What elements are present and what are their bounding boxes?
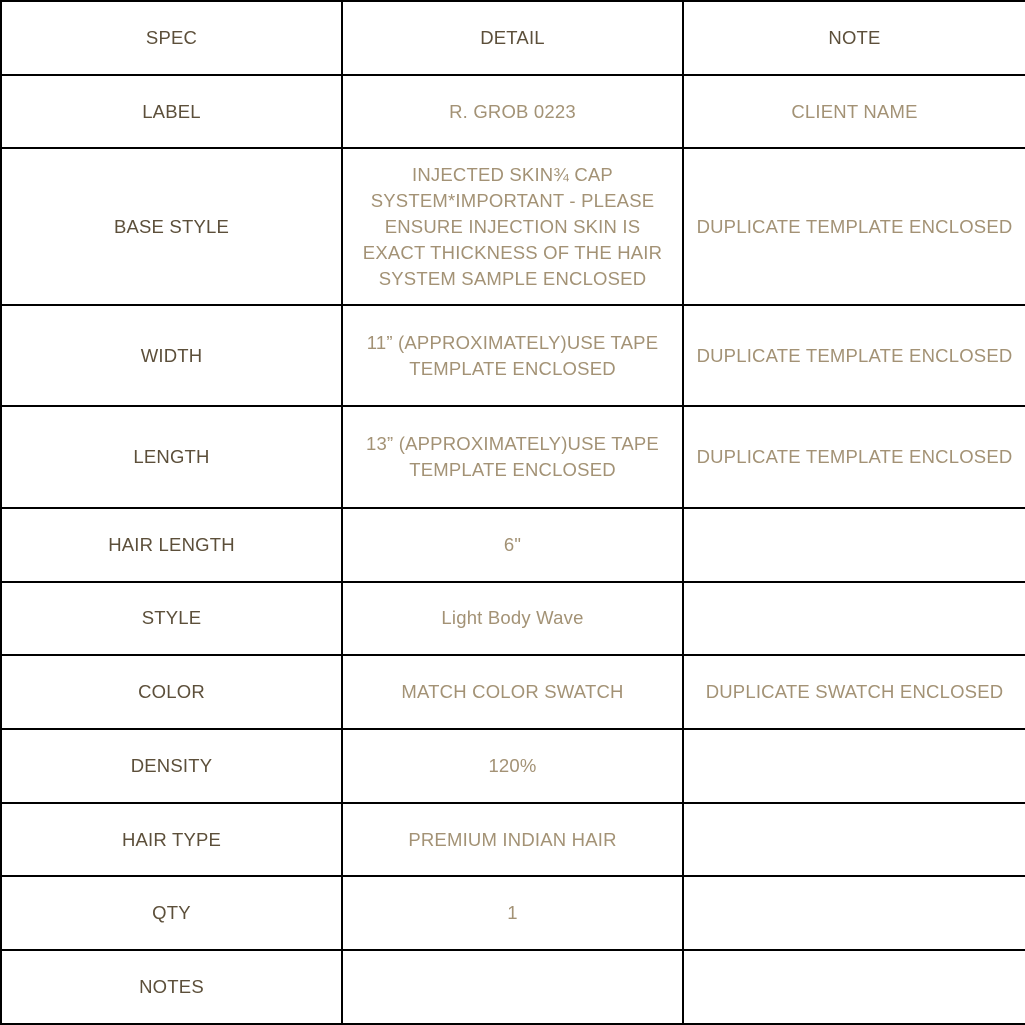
note-cell [683,508,1025,582]
spec-cell: NOTES [1,950,342,1024]
header-note: NOTE [683,1,1025,75]
spec-cell: BASE STYLE [1,148,342,305]
header-detail: DETAIL [342,1,683,75]
detail-cell: 120% [342,729,683,803]
spec-cell: QTY [1,876,342,950]
table-row [1,950,1025,1024]
table-header-row [1,1,1025,75]
spec-cell: HAIR LENGTH [1,508,342,582]
table-row [1,75,1025,149]
table-row [1,582,1025,656]
spec-cell: LENGTH [1,406,342,507]
detail-cell: 1 [342,876,683,950]
header-spec: SPEC [1,1,342,75]
table-row [1,305,1025,406]
spec-cell: WIDTH [1,305,342,406]
detail-cell: 13” (APPROXIMATELY)USE TAPE TEMPLATE ENCLOSED [342,406,683,507]
detail-cell [342,950,683,1024]
table-row [1,803,1025,877]
detail-cell: INJECTED SKIN¾ CAP SYSTEM*IMPORTANT - PLEASE ENSURE INJECTION SKIN IS EXACT THICKNESS OF THE HAIR SYSTEM SAMPLE ENCLOSED [342,148,683,305]
spec-cell: LABEL [1,75,342,149]
note-cell [683,876,1025,950]
note-cell [683,803,1025,877]
note-cell [683,582,1025,656]
table-row [1,148,1025,305]
detail-cell: MATCH COLOR SWATCH [342,655,683,729]
table-row [1,406,1025,507]
note-cell: DUPLICATE TEMPLATE ENCLOSED [683,148,1025,305]
note-cell: DUPLICATE TEMPLATE ENCLOSED [683,406,1025,507]
note-cell [683,729,1025,803]
table-row [1,655,1025,729]
note-cell: DUPLICATE SWATCH ENCLOSED [683,655,1025,729]
note-cell: DUPLICATE TEMPLATE ENCLOSED [683,305,1025,406]
detail-cell: R. GROB 0223 [342,75,683,149]
detail-cell: Light Body Wave [342,582,683,656]
spec-cell: HAIR TYPE [1,803,342,877]
spec-cell: STYLE [1,582,342,656]
detail-cell: 11” (APPROXIMATELY)USE TAPE TEMPLATE ENCLOSED [342,305,683,406]
spec-cell: DENSITY [1,729,342,803]
detail-cell: PREMIUM INDIAN HAIR [342,803,683,877]
detail-cell: 6" [342,508,683,582]
note-cell: CLIENT NAME [683,75,1025,149]
note-cell [683,950,1025,1024]
table-row [1,729,1025,803]
table-row [1,876,1025,950]
spec-cell: COLOR [1,655,342,729]
table-row [1,508,1025,582]
